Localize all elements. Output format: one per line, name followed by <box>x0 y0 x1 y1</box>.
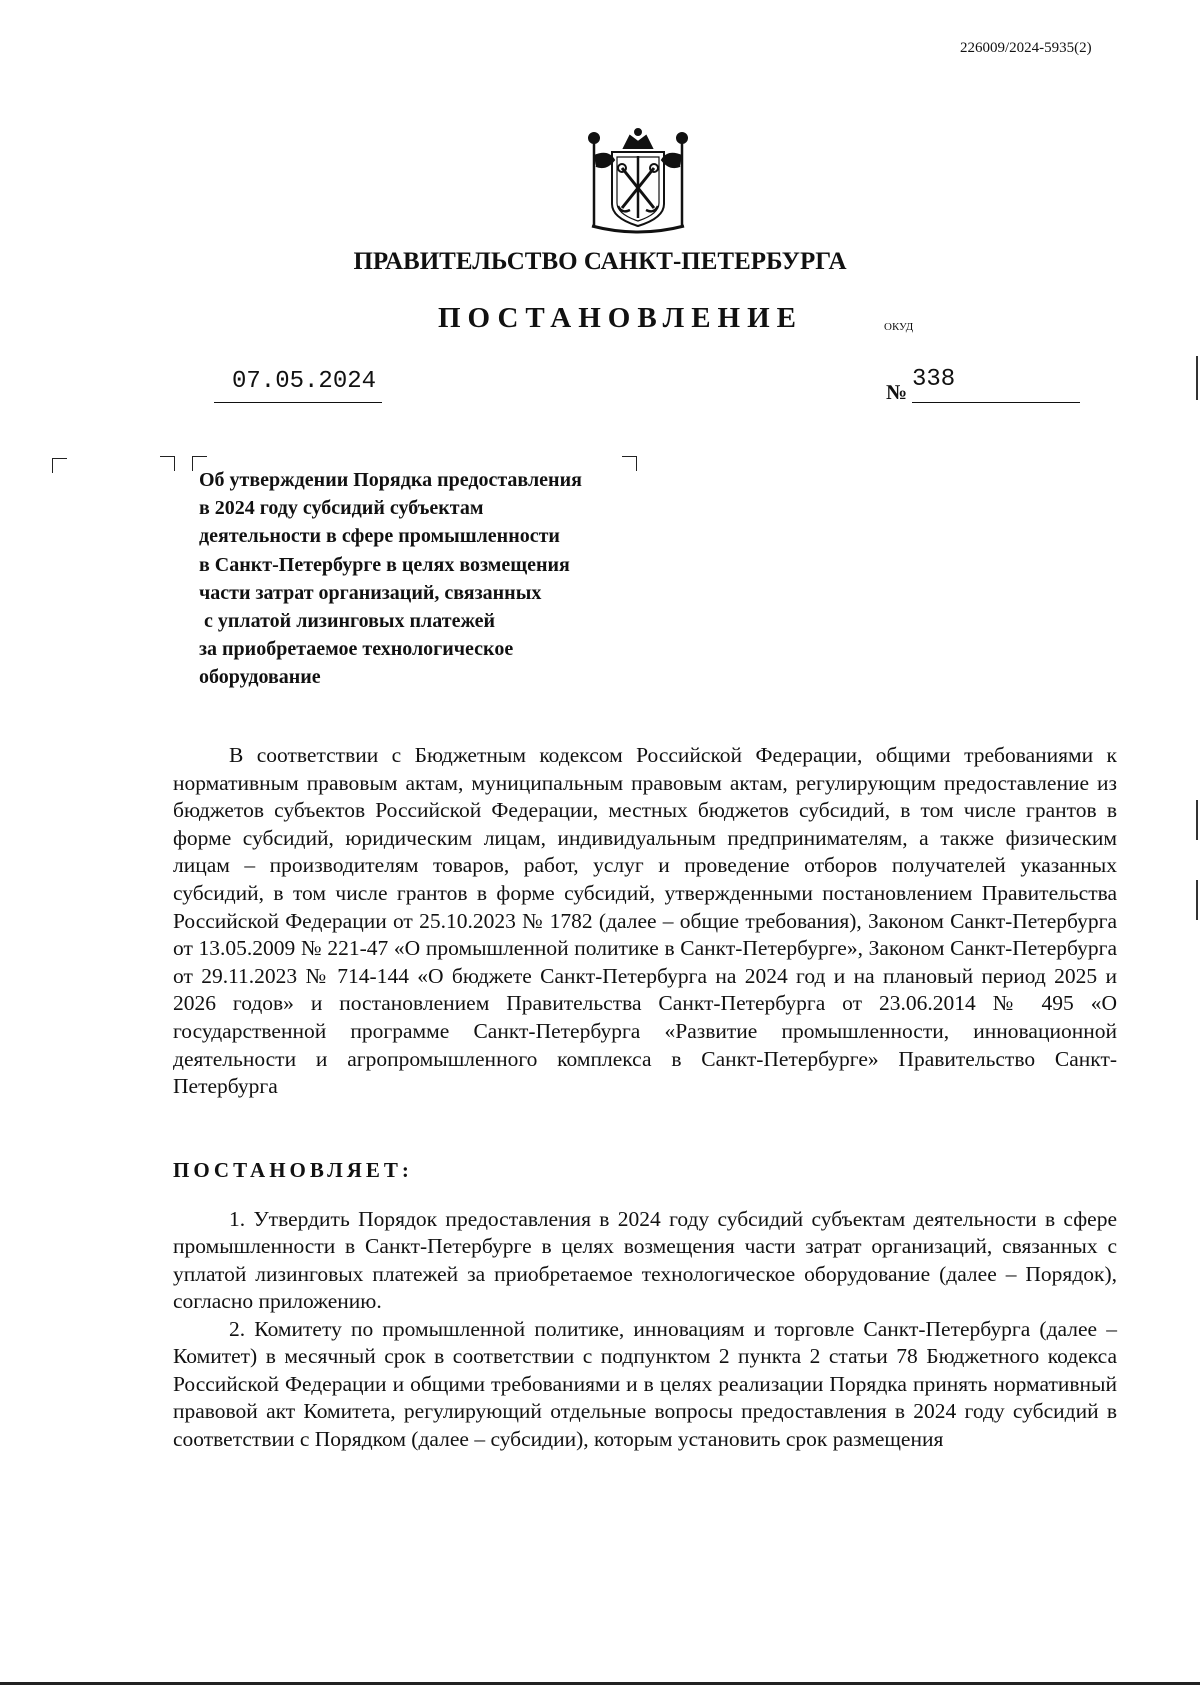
resolves-heading: ПОСТАНОВЛЯЕТ: <box>173 1158 413 1182</box>
government-title: ПРАВИТЕЛЬСТВО САНКТ-ПЕТЕРБУРГА <box>353 248 847 275</box>
margin-corner-mark <box>52 458 67 473</box>
subject-line: Об утверждении Порядка предоставления <box>199 469 582 491</box>
subject-line: оборудование <box>199 666 321 689</box>
decree-subject <box>199 466 659 692</box>
subject-line: в 2024 году субсидий субъектам <box>199 497 484 520</box>
scan-edge-mark <box>1196 880 1198 920</box>
decree-date: 07.05.2024 <box>232 368 377 395</box>
subject-line: в Санкт-Петербурге в целях возмещения <box>199 553 570 576</box>
number-sign: № <box>886 380 908 404</box>
scan-edge-mark <box>1196 356 1198 400</box>
subject-line: части затрат организаций, связанных <box>199 581 542 604</box>
okud-label: ОКУД <box>884 321 914 333</box>
scan-bottom-edge <box>0 1682 1200 1685</box>
decree-title: ПОСТАНОВЛЕНИЕ <box>438 302 804 334</box>
subject-corner-mark <box>160 456 175 471</box>
subject-line: за приобретаемое технологическое <box>199 638 514 661</box>
subject-line: деятельности в сфере промышленности <box>199 525 560 548</box>
subject-line: с уплатой лизинговых платежей <box>199 610 496 633</box>
date-underline <box>214 402 382 403</box>
coat-of-arms-icon <box>586 126 690 236</box>
decree-item: 2. Комитету по промышленной политике, инновациям и торговле Санкт-Петербурга (далее – Комитет) в месячный срок в соответствии с подпунктом 2 пункта 2 статьи 78 Бюджетного кодекса Российской Федерации и общими требованиями и в целях реализации Порядка принять нормативный правовой акт Комитета, регулирующий отдельные вопросы предоставления в 2024 году субсидий в соответствии с Порядком (далее – субсидии), которым установить срок размещения <box>173 1317 1117 1451</box>
decree-item: 1. Утвердить Порядок предоставления в 2024 году субсидий субъектам деятельности в сфере промышленности в Санкт-Петербурге в целях возмещения части затрат организаций, связанных с уплатой лизинговых платежей за приобретаемое технологическое оборудование (далее – Порядок), согласно приложению. <box>173 1207 1117 1314</box>
decree-number: 338 <box>912 366 956 393</box>
document-registration-number: 226009/2024-5935(2) <box>960 40 1092 56</box>
number-underline <box>912 402 1080 403</box>
scan-edge-mark <box>1196 800 1198 840</box>
preamble-paragraph: В соответствии с Бюджетным кодексом Российской Федерации, общими требованиями к нормативным правовым актам, муниципальным правовым актам, регулирующим предоставление из бюджетов субъектов Российской Федерации, местных бюджетов субсидий, в том числе грантов в форме субсидий, юридическим лицам, индивидуальным предпринимателям, а также физическим лицам – производителям товаров, работ, услуг и проведение отборов получателей указанных субсидий, в том числе грантов в форме субсидий, утвержденными постановлением Правительства Российской Федерации от 25.10.2023 № 1782 (далее – общие требования), Законом Санкт-Петербурга от 13.05.2009 № 221-47 «О промышленной политике в Санкт-Петербурге», Законом Санкт-Петербурга от 29.11.2023 № 714-144 «О бюджете Санкт-Петербурга на 2024 год и на плановый период 2025 и 2026 годов» и постановлением Правительства Санкт-Петербурга от 23.06.2014 № 495 «О государственной программе Санкт-Петербурга «Развитие промышленности, инновационной деятельности и агропромышленного комплекса в Санкт-Петербурге» Правительство Санкт-Петербурга <box>173 743 1117 1099</box>
